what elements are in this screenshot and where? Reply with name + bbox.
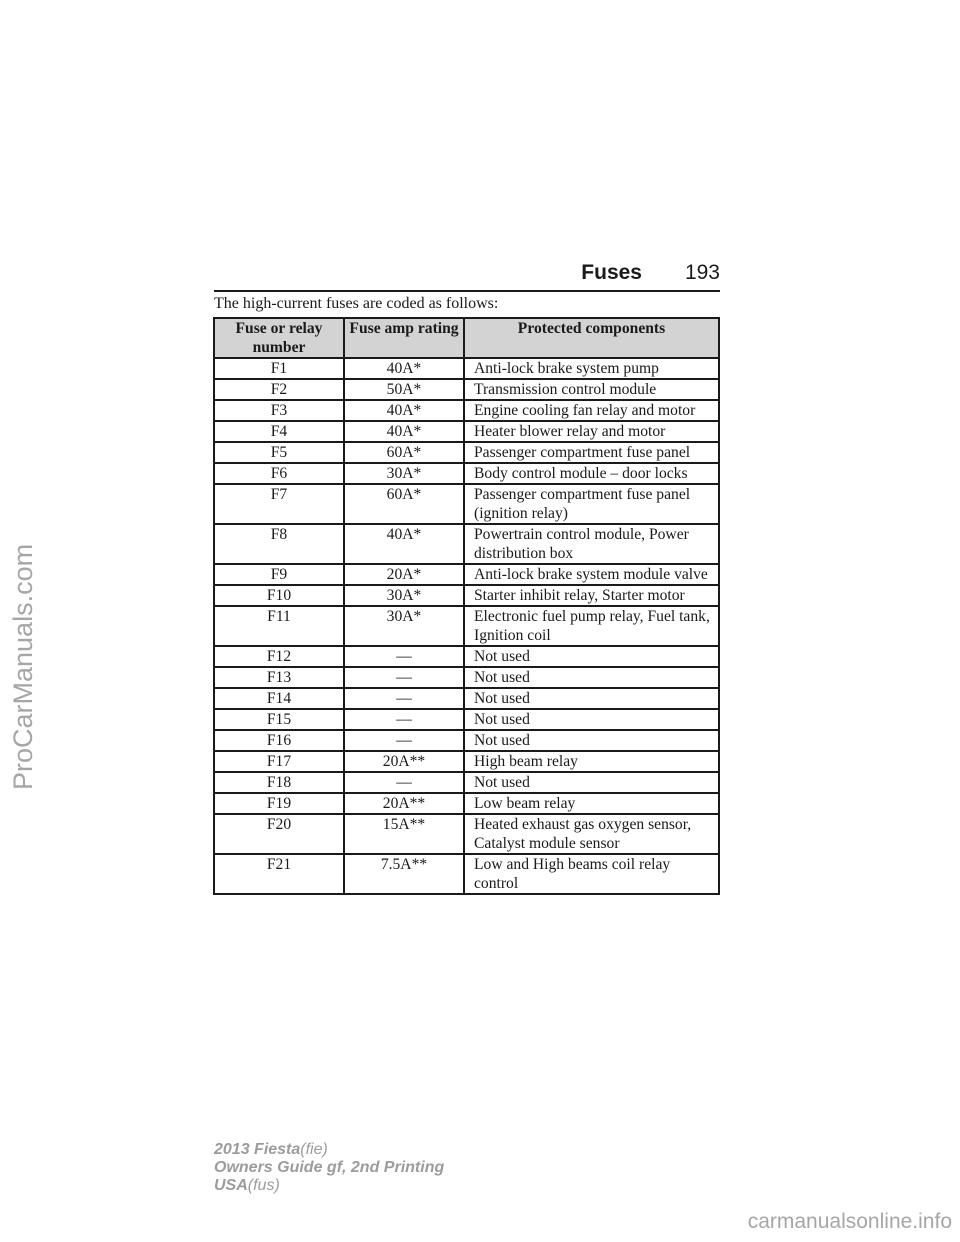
cell-protected-components: Anti-lock brake system module valve [464, 564, 719, 585]
cell-fuse-number: F7 [214, 484, 344, 524]
cell-amp-rating: — [344, 688, 464, 709]
cell-fuse-number: F19 [214, 793, 344, 814]
table-row [214, 442, 719, 463]
table-row [214, 730, 719, 751]
table-row [214, 585, 719, 606]
cell-amp-rating: 20A** [344, 793, 464, 814]
cell-amp-rating: — [344, 709, 464, 730]
cell-amp-rating: 50A* [344, 379, 464, 400]
cell-fuse-number: F18 [214, 772, 344, 793]
fuse-table [213, 317, 720, 895]
cell-protected-components: Not used [464, 688, 719, 709]
cell-protected-components: Powertrain control module, Power distribution box [464, 524, 719, 564]
cell-fuse-number: F20 [214, 814, 344, 854]
cell-protected-components: Starter inhibit relay, Starter motor [464, 585, 719, 606]
cell-fuse-number: F11 [214, 606, 344, 646]
cell-fuse-number: F1 [214, 358, 344, 379]
table-row [214, 606, 719, 646]
cell-protected-components: Electronic fuel pump relay, Fuel tank, Ignition coil [464, 606, 719, 646]
cell-protected-components: Passenger compartment fuse panel (ignition relay) [464, 484, 719, 524]
table-row [214, 688, 719, 709]
table-row [214, 400, 719, 421]
cell-fuse-number: F21 [214, 854, 344, 894]
watermark-text: ProCarManuals.com [8, 543, 38, 790]
cell-amp-rating: 30A* [344, 585, 464, 606]
intro-text: The high-current fuses are coded as follows: [214, 295, 499, 312]
cell-fuse-number: F12 [214, 646, 344, 667]
table-row [214, 751, 719, 772]
footer-model: 2013 Fiesta [214, 1141, 301, 1158]
cell-amp-rating: 60A* [344, 484, 464, 524]
cell-protected-components: Not used [464, 730, 719, 751]
cell-fuse-number: F13 [214, 667, 344, 688]
cell-amp-rating: — [344, 772, 464, 793]
cell-fuse-number: F4 [214, 421, 344, 442]
cell-protected-components: Heater blower relay and motor [464, 421, 719, 442]
cell-protected-components: Engine cooling fan relay and motor [464, 400, 719, 421]
cell-fuse-number: F16 [214, 730, 344, 751]
table-header-row [214, 318, 719, 358]
cell-fuse-number: F3 [214, 400, 344, 421]
table-row [214, 564, 719, 585]
section-title: Fuses [581, 261, 642, 284]
cell-protected-components: Not used [464, 667, 719, 688]
cell-fuse-number: F6 [214, 463, 344, 484]
document-footer [214, 1141, 444, 1195]
cell-fuse-number: F8 [214, 524, 344, 564]
footer-market: USA [214, 1177, 248, 1194]
table-row [214, 646, 719, 667]
cell-amp-rating: 7.5A** [344, 854, 464, 894]
table-row [214, 379, 719, 400]
cell-amp-rating: 20A** [344, 751, 464, 772]
table-row [214, 793, 719, 814]
cell-fuse-number: F9 [214, 564, 344, 585]
footer-model-code: (fie) [300, 1141, 328, 1158]
cell-protected-components: Anti-lock brake system pump [464, 358, 719, 379]
cell-protected-components: Transmission control module [464, 379, 719, 400]
cell-amp-rating: 40A* [344, 524, 464, 564]
cell-fuse-number: F15 [214, 709, 344, 730]
cell-amp-rating: 30A* [344, 463, 464, 484]
cell-protected-components: Not used [464, 772, 719, 793]
cell-protected-components: High beam relay [464, 751, 719, 772]
footer-market-code: (fus) [247, 1177, 280, 1194]
table-row [214, 667, 719, 688]
cell-amp-rating: — [344, 730, 464, 751]
cell-amp-rating: — [344, 667, 464, 688]
cell-protected-components: Not used [464, 709, 719, 730]
cell-fuse-number: F17 [214, 751, 344, 772]
cell-protected-components: Low and High beams coil relay control [464, 854, 719, 894]
cell-amp-rating: 30A* [344, 606, 464, 646]
cell-amp-rating: 60A* [344, 442, 464, 463]
table-row [214, 709, 719, 730]
footer-guide: Owners Guide gf, 2nd Printing [214, 1159, 445, 1176]
cell-amp-rating: 20A* [344, 564, 464, 585]
table-row [214, 421, 719, 442]
header-amp-rating: Fuse amp rating [344, 318, 464, 358]
cell-protected-components: Not used [464, 646, 719, 667]
cell-protected-components: Body control module – door locks [464, 463, 719, 484]
fuse-table-body [214, 358, 719, 894]
table-row [214, 854, 719, 894]
table-row [214, 814, 719, 854]
cell-fuse-number: F5 [214, 442, 344, 463]
header-fuse-number: Fuse or relay number [214, 318, 344, 358]
table-row [214, 484, 719, 524]
table-row [214, 463, 719, 484]
cell-amp-rating: 40A* [344, 421, 464, 442]
table-row [214, 772, 719, 793]
cell-amp-rating: 40A* [344, 358, 464, 379]
page-header [214, 258, 720, 292]
footer-site-watermark: carmanualsonline.info [747, 1210, 952, 1233]
cell-protected-components: Heated exhaust gas oxygen sensor, Catalyst module sensor [464, 814, 719, 854]
cell-fuse-number: F14 [214, 688, 344, 709]
header-protected-components: Protected components [464, 318, 719, 358]
cell-protected-components: Low beam relay [464, 793, 719, 814]
table-row [214, 524, 719, 564]
cell-fuse-number: F2 [214, 379, 344, 400]
cell-amp-rating: 40A* [344, 400, 464, 421]
cell-fuse-number: F10 [214, 585, 344, 606]
cell-amp-rating: — [344, 646, 464, 667]
cell-amp-rating: 15A** [344, 814, 464, 854]
cell-protected-components: Passenger compartment fuse panel [464, 442, 719, 463]
table-row [214, 358, 719, 379]
page-number: 193 [684, 261, 720, 284]
